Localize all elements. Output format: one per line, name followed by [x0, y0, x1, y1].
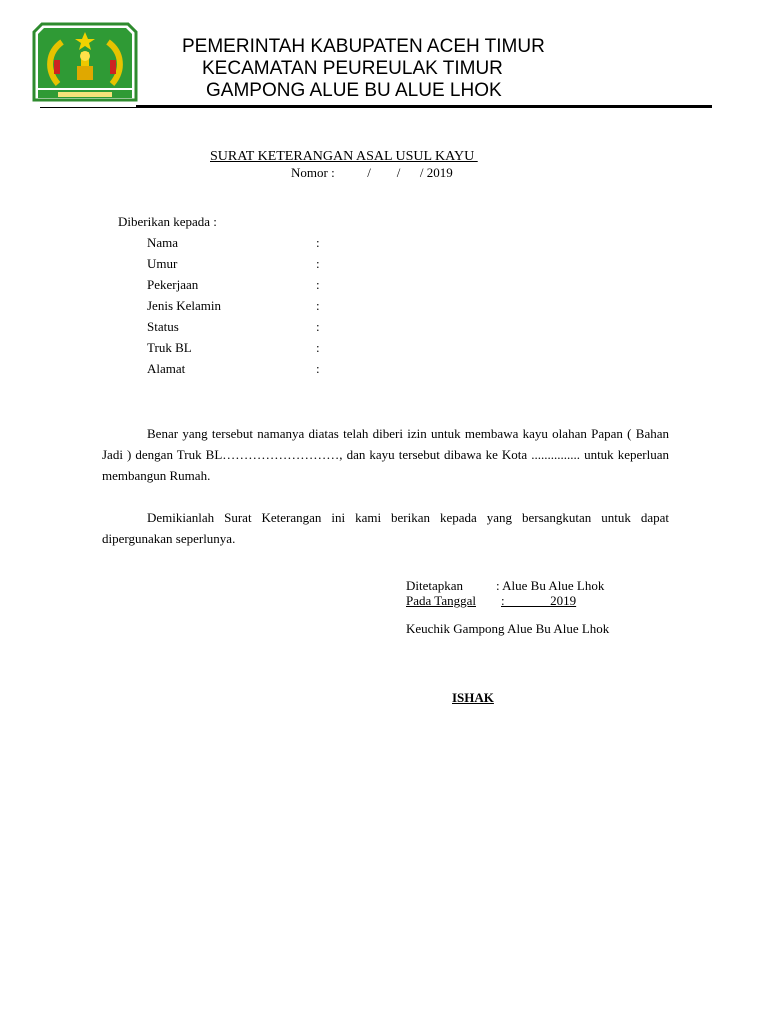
signature-role: Keuchik Gampong Alue Bu Alue Lhok: [406, 621, 610, 636]
field-colon: :: [316, 277, 320, 292]
field-label-truk-bl: Truk BL: [147, 340, 192, 355]
signature-date-label: Pada Tanggal: [406, 593, 476, 608]
aceh-timur-emblem-icon: [32, 22, 138, 108]
header-district-line: KECAMATAN PEUREULAK TIMUR: [202, 58, 503, 79]
signature-date-value: : 2019: [501, 593, 577, 608]
field-colon: :: [316, 361, 320, 376]
field-colon: :: [316, 319, 320, 334]
signature-set-label: Ditetapkan: [406, 578, 464, 593]
body-paragraph-permit: Benar yang tersebut namanya diatas telah diberi izin untuk membawa kayu olahan Papan ( Bahan Jadi ) dengan Truk BL………………………, dan kayu tersebut dibawa ke Kota ............... untuk keperluan membangun Rumah.: [102, 426, 669, 483]
document-number: Nomor : / / / 2019: [291, 165, 453, 180]
header-divider: [136, 105, 712, 108]
field-label-alamat: Alamat: [147, 361, 186, 376]
logo-underline: [40, 107, 138, 108]
field-label-pekerjaan: Pekerjaan: [147, 277, 199, 292]
recipient-intro: Diberikan kepada :: [118, 214, 217, 229]
field-label-nama: Nama: [147, 235, 179, 250]
field-colon: :: [316, 256, 320, 271]
body-paragraph-closing: Demikianlah Surat Keterangan ini kami berikan kepada yang bersangkutan untuk dapat dipergunakan seperlunya.: [102, 510, 669, 546]
field-colon: :: [316, 235, 320, 250]
field-label-umur: Umur: [147, 256, 178, 271]
header-village-line: GAMPONG ALUE BU ALUE LHOK: [206, 80, 502, 101]
document-title: SURAT KETERANGAN ASAL USUL KAYU: [210, 149, 478, 164]
field-label-status: Status: [147, 319, 179, 334]
signature-set-value: : Alue Bu Alue Lhok: [496, 578, 605, 593]
header-government-line: PEMERINTAH KABUPATEN ACEH TIMUR: [182, 36, 545, 57]
field-label-jenis-kelamin: Jenis Kelamin: [147, 298, 222, 313]
field-colon: :: [316, 340, 320, 355]
field-colon: :: [316, 298, 320, 313]
signatory-name: ISHAK: [452, 690, 494, 705]
